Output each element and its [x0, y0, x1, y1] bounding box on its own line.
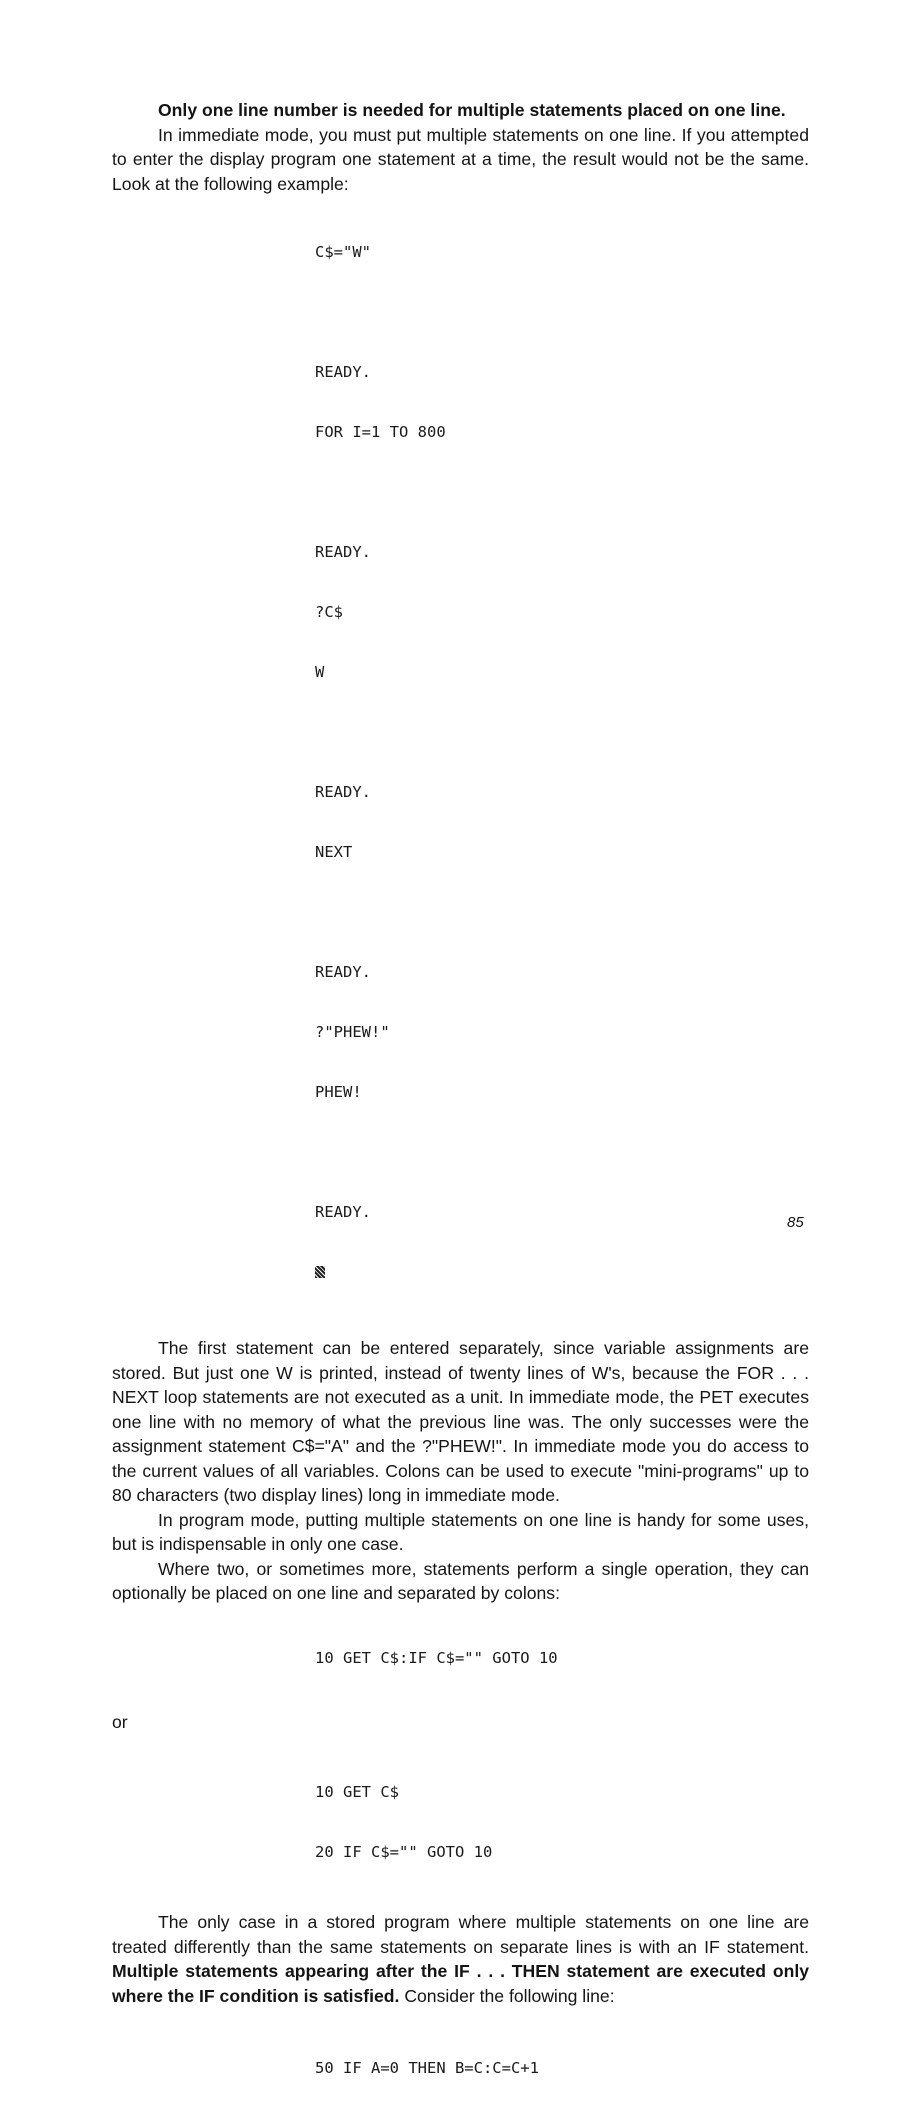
- code-line: READY.: [315, 1203, 371, 1221]
- text-if-intro: The only case in a stored program where multiple statements on one line are treated differently than the same statements on separate lines is with an IF statement.: [112, 1912, 809, 1957]
- code-immediate-session: [315, 202, 809, 1322]
- code-line: [315, 302, 809, 322]
- code-line: W: [315, 663, 325, 681]
- code-if-line: [315, 2018, 809, 2118]
- code-line: [315, 1142, 809, 1162]
- code-line: READY.: [315, 543, 371, 561]
- code-line: [315, 722, 809, 742]
- code-line: ?"PHEW!": [315, 1023, 390, 1041]
- code-line: 20 IF C$="" GOTO 10: [315, 1843, 493, 1861]
- text-or: or: [112, 1711, 128, 1732]
- code-two-lines: [315, 1742, 809, 1902]
- code-line: 10 GET C$:IF C$="" GOTO 10: [315, 1648, 558, 1667]
- code-line: NEXT: [315, 843, 353, 861]
- cursor-line: [315, 1262, 809, 1282]
- text-consider: Consider the following line:: [404, 1985, 615, 2006]
- paragraph-program-mode: In program mode, putting multiple statements on one line is handy for some uses, but is indispensable in only one case.: [112, 1509, 809, 1554]
- code-line: [315, 482, 809, 502]
- code-line: 50 IF A=0 THEN B=C:C=C+1: [315, 2059, 539, 2077]
- paragraph-immediate-mode: In immediate mode, you must put multiple statements on one line. If you attempted to enter the display program one statement at a time, the result would not be the same. Look at the following example:: [112, 124, 809, 194]
- code-line: ?C$: [315, 603, 343, 621]
- code-line: READY.: [315, 963, 371, 981]
- paragraph-colons: Where two, or sometimes more, statements perform a single operation, they can optionally be placed on one line and separated by colons:: [112, 1558, 809, 1603]
- heading-statement: Only one line number is needed for multiple statements placed on one line.: [158, 100, 786, 120]
- cursor-block-icon: [315, 1266, 325, 1278]
- code-line: FOR I=1 TO 800: [315, 423, 446, 441]
- code-line: 10 GET C$: [315, 1783, 399, 1801]
- code-line: PHEW!: [315, 1083, 362, 1101]
- code-one-line: [315, 1608, 809, 1708]
- paragraph-explanation: The first statement can be entered separately, since variable assignments are stored. But just one W is printed, instead of twenty lines of W's, because the FOR . . . NEXT loop statements are not executed as a unit. In immediate mode, the PET executes one line with no memory of what the previous line was. The only successes were the assignment statement C$="A" and the ?"PHEW!". In immediate mode you do access to the current values of all variables. Colons can be used to execute "mini-programs" up to 80 characters (two display lines) long in immediate mode.: [112, 1338, 809, 1505]
- code-line: [315, 902, 809, 922]
- page-body: [112, 98, 809, 2118]
- code-line: READY.: [315, 783, 371, 801]
- paragraph-if-then: [112, 1910, 809, 2008]
- code-line: READY.: [315, 363, 371, 381]
- page-number: 85: [787, 1214, 804, 1231]
- code-line: C$="W": [315, 243, 371, 261]
- text-if-rule: Multiple statements appearing after the IF . . . THEN statement are executed only where the IF condition is satisfied.: [112, 1961, 809, 2006]
